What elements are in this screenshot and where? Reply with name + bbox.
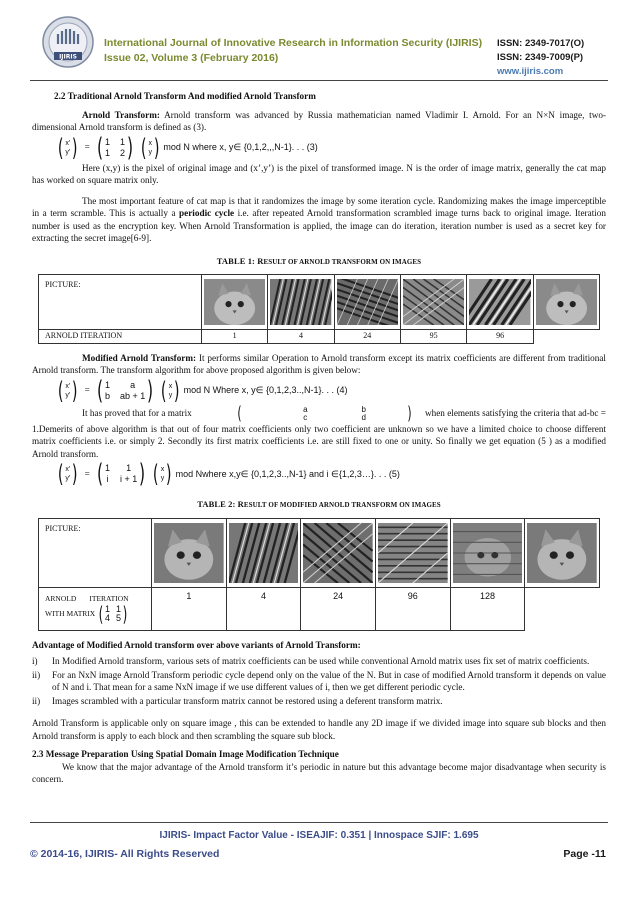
pixel-paragraph: Here (x,y) is the pixel of original image and (x’,y’) is the pixel of transformed image. N is the order of image matrix, generally the cat map has worked on square matrix only. bbox=[32, 162, 606, 185]
equation-5: ( x' y' ) = ( 1 1 i i + 1 ) ( x y ) mod Nwhere x,y∈ {0,1,2,3..,N-1} and i ∈{1,2,3…}. . . (5) bbox=[57, 459, 400, 489]
footer-copyright: © 2014-16, IJIRIS- All Rights Reserved bbox=[30, 848, 220, 860]
table-1-iteration: 96 bbox=[467, 330, 533, 344]
issn-print: ISSN: 2349-7009(P) bbox=[497, 52, 584, 63]
arnold-paragraph: Arnold Transform: Arnold transform was advanced by Russia mathematician named Vladimir I. Arnold. For an N×N image, two-dimensional Arnold transform is defined as (3). bbox=[32, 109, 606, 132]
modified-scrambled-iter-4 bbox=[303, 523, 373, 583]
list-item: ii) Images scrambled with a particular transform matrix cannot be restored using a deferent transform matrix. bbox=[32, 695, 443, 706]
scrambled-image-iter-4 bbox=[337, 279, 398, 325]
restored-kitten-image bbox=[536, 279, 597, 325]
restored-kitten-image bbox=[527, 523, 597, 583]
page-header bbox=[0, 0, 638, 80]
svg-text:IJIRIS: IJIRIS bbox=[59, 53, 77, 61]
journal-url-link[interactable]: www.ijiris.com bbox=[497, 66, 564, 77]
table-1-caption: TABLE 1: RESULT OF ARNOLD TRANSFORM ON IMAGES bbox=[216, 255, 422, 266]
table-2-iteration: 96 bbox=[375, 587, 450, 630]
arnold-applicability-paragraph: Arnold Transform is applicable only on square image , this can be extended to handle any 2D image if we divided image into square sub blocks and then Arnold transform is apply to each block and then scrambling the square sub block. bbox=[32, 718, 606, 741]
issn-block bbox=[497, 37, 584, 79]
section-2-2-heading: 2.2 Traditional Arnold Transform And modified Arnold Transform bbox=[54, 91, 316, 101]
kitten-image bbox=[204, 279, 265, 325]
equation-4: ( x' y' ) = ( 1 a b ab + 1 ) ( x y ) mod N Where x, y∈ {0,1,2,3..,N-1}. . . (4) bbox=[57, 375, 348, 406]
scrambled-image-iter-24 bbox=[403, 279, 464, 325]
table-2-caption: TABLE 2: RESULT OF MODIFIED ARNOLD TRANSFORM ON IMAGES bbox=[197, 499, 441, 509]
matrix-criteria-paragraph: It has proved that for a matrix ( a b c d ) when elements satisfying the criteria that ad-bc = 1.Demerits of above algorithm is that out of four matrix coefficients only two coefficient are unknown so we have a limited choice to choose different matrix coefficients i.e. or simply 2. Secondly its first matrix coefficients i.e. are still fixed to one or unity. So finally we get equation (5 ) as a modified Arnold transform. bbox=[32, 402, 606, 459]
page-body bbox=[32, 88, 606, 786]
list-item: ii) For an NxN image Arnold Transform periodic cycle depend only on the value of the N. But in case of modified Arnold transform it depends on value of N and i. That mean for a same NxN image if we use different values of i, then we get different periodic cycle. bbox=[32, 669, 606, 692]
cat-map-paragraph: The most important feature of cat map is that it randomizes the image by some iteration cycle. Randomizing makes the image imperceptible in a term scramble. This is actually a periodic cycle i.e. after repeated Arnold transformation scrambled image turns back to original image. Iteration number is used as the encryption key. When Arnold Transformation is applied, the image can do iteration, iteration number is used as a secret key for extracting the secret image[6-9]. bbox=[32, 195, 606, 243]
modified-scrambled-iter-96 bbox=[453, 523, 523, 583]
equation-3: ( x' y' ) = ( 1 1 1 2 ) ( x y ) mod N where x, y∈ {0,1,2,,,N-1}. . . (3) bbox=[57, 132, 318, 163]
list-item: i) In Modified Arnold transform, various sets of matrix coefficients can be used while conventional Arnold matrix uses fix set of matrix coefficients. bbox=[32, 656, 590, 666]
journal-issue: Issue 02, Volume 3 (February 2016) bbox=[104, 52, 279, 64]
footer-impact-factor: IJIRIS- Impact Factor Value - ISEAJIF: 0.351 | Innospace SJIF: 1.695 bbox=[159, 830, 479, 841]
journal-title: International Journal of Innovative Research in Information Security (IJIRIS) bbox=[104, 37, 483, 49]
table-1-iteration: 95 bbox=[400, 330, 466, 344]
modified-scrambled-iter-1 bbox=[229, 523, 299, 583]
section-2-3-heading: 2.3 Message Preparation Using Spatial Domain Image Modification Technique bbox=[32, 749, 339, 759]
header-divider bbox=[30, 80, 608, 81]
footer-divider bbox=[30, 822, 608, 823]
table-1-iteration: 4 bbox=[268, 330, 334, 344]
journal-logo bbox=[42, 16, 94, 68]
table-2-iteration: 128 bbox=[450, 587, 525, 630]
modified-scrambled-iter-24 bbox=[378, 523, 448, 583]
section-2-3-paragraph: We know that the major advantage of the Arnold transform it’s periodic in nature but this advantage become major disadvantage when security is concern. bbox=[32, 761, 606, 784]
scrambled-image-iter-1 bbox=[270, 279, 331, 325]
table-1-iteration: 24 bbox=[334, 330, 400, 344]
table-1-iteration: 1 bbox=[202, 330, 268, 344]
table-1-row-label: ARNOLD ITERATION bbox=[39, 330, 202, 344]
table-2-iteration: 4 bbox=[226, 587, 301, 630]
scrambled-image-iter-95 bbox=[469, 279, 530, 325]
table-1 bbox=[38, 274, 600, 344]
table-2-iteration: 24 bbox=[301, 587, 376, 630]
modified-arnold-paragraph: Modified Arnold Transform: It performs similar Operation to Arnold transform except its matrix coefficients are different from traditional Arnold transform. The transform algorithm for above proposed algorithm is given below: bbox=[32, 352, 606, 375]
advantages-list bbox=[32, 655, 606, 707]
advantages-heading: Advantage of Modified Arnold transform over above variants of Arnold Transform: bbox=[32, 639, 361, 650]
table-2-picture-label: PICTURE: bbox=[39, 518, 152, 587]
issn-online: ISSN: 2349-7017(O) bbox=[497, 38, 585, 49]
kitten-image bbox=[154, 523, 224, 583]
table-1-picture-label: PICTURE: bbox=[39, 275, 202, 330]
page-number: Page -11 bbox=[563, 848, 606, 860]
table-2-iteration: 1 bbox=[152, 587, 227, 630]
table-2 bbox=[38, 518, 600, 631]
table-2-row-label: ARNOLD ITERATION WITH MATRIX ( 1 1 4 5 ) bbox=[39, 587, 152, 630]
